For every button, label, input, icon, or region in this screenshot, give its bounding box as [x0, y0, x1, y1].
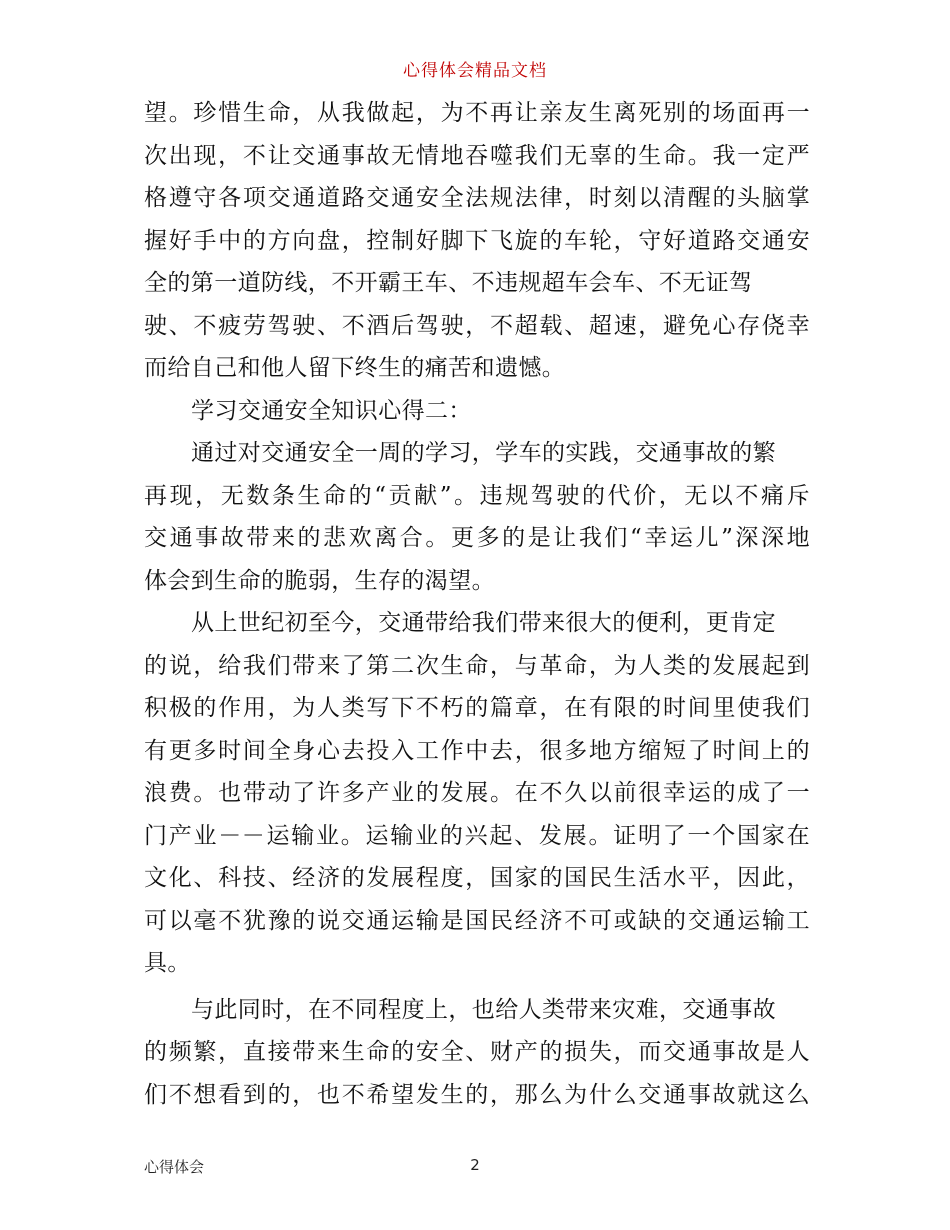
text-line: 的说，给我们带来了第二次生命，与革命，为人类的发展起到	[144, 652, 810, 679]
text-line: 通过对交通安全一周的学习，学车的实践，交通事故的繁	[191, 440, 776, 466]
text-line: 文化、科技、经济的发展程度，国家的国民生活水平，因此，	[144, 865, 810, 891]
document-body	[144, 92, 810, 1116]
text-line: 门产业－－运输业。运输业的兴起、发展。证明了一个国家在	[144, 822, 810, 849]
text-line: 驶、不疲劳驾驶、不酒后驾驶，不超载、超速，避免心存侥幸	[144, 312, 810, 339]
footer-label: 心得体会	[144, 1158, 205, 1176]
text-line: 全的第一道防线，不开霸王车、不违规超车会车、不无证驾	[144, 270, 753, 296]
text-line: 交通事故带来的悲欢离合。更多的是让我们“幸运儿”深深地	[144, 525, 810, 551]
text-line: 具。	[144, 950, 191, 976]
text-line: 可以毫不犹豫的说交通运输是国民经济不可或缺的交通运输工	[144, 907, 810, 934]
text-line: 体会到生命的脆弱，生存的渴望。	[144, 567, 495, 594]
text-line: 从上世纪初至今，交通带给我们带来很大的便利，更肯定	[191, 610, 776, 636]
text-line: 格遵守各项交通道路交通安全法规法律，时刻以清醒的头脑掌	[144, 185, 810, 211]
text-line: 浪费。也带动了许多产业的发展。在不久以前很幸运的成了一	[144, 780, 810, 806]
page-number: 2	[470, 1156, 480, 1174]
text-line: 积极的作用，为人类写下不朽的篇章，在有限的时间里使我们	[144, 695, 810, 721]
text-line: 次出现，不让交通事故无情地吞噬我们无辜的生命。我一定严	[144, 142, 810, 169]
text-line: 与此同时，在不同程度上，也给人类带来灾难，交通事故	[191, 996, 776, 1023]
text-line: 的频繁，直接带来生命的安全、财产的损失，而交通事故是人	[144, 1039, 810, 1065]
page-header-title: 心得体会精品文档	[403, 61, 547, 81]
text-line: 们不想看到的，也不希望发生的，那么为什么交通事故就这么	[144, 1081, 810, 1108]
text-line: 望。珍惜生命，从我做起，为不再让亲友生离死别的场面再一	[144, 100, 810, 126]
text-line: 有更多时间全身心去投入工作中去，很多地方缩短了时间上的	[144, 737, 810, 764]
section-heading: 学习交通安全知识心得二：	[191, 397, 472, 424]
text-line: 再现，无数条生命的“贡献”。违规驾驶的代价，无以不痛斥	[144, 482, 810, 509]
text-line: 握好手中的方向盘，控制好脚下飞旋的车轮，守好道路交通安	[144, 227, 810, 254]
text-line: 而给自己和他人留下终生的痛苦和遗憾。	[144, 355, 566, 381]
